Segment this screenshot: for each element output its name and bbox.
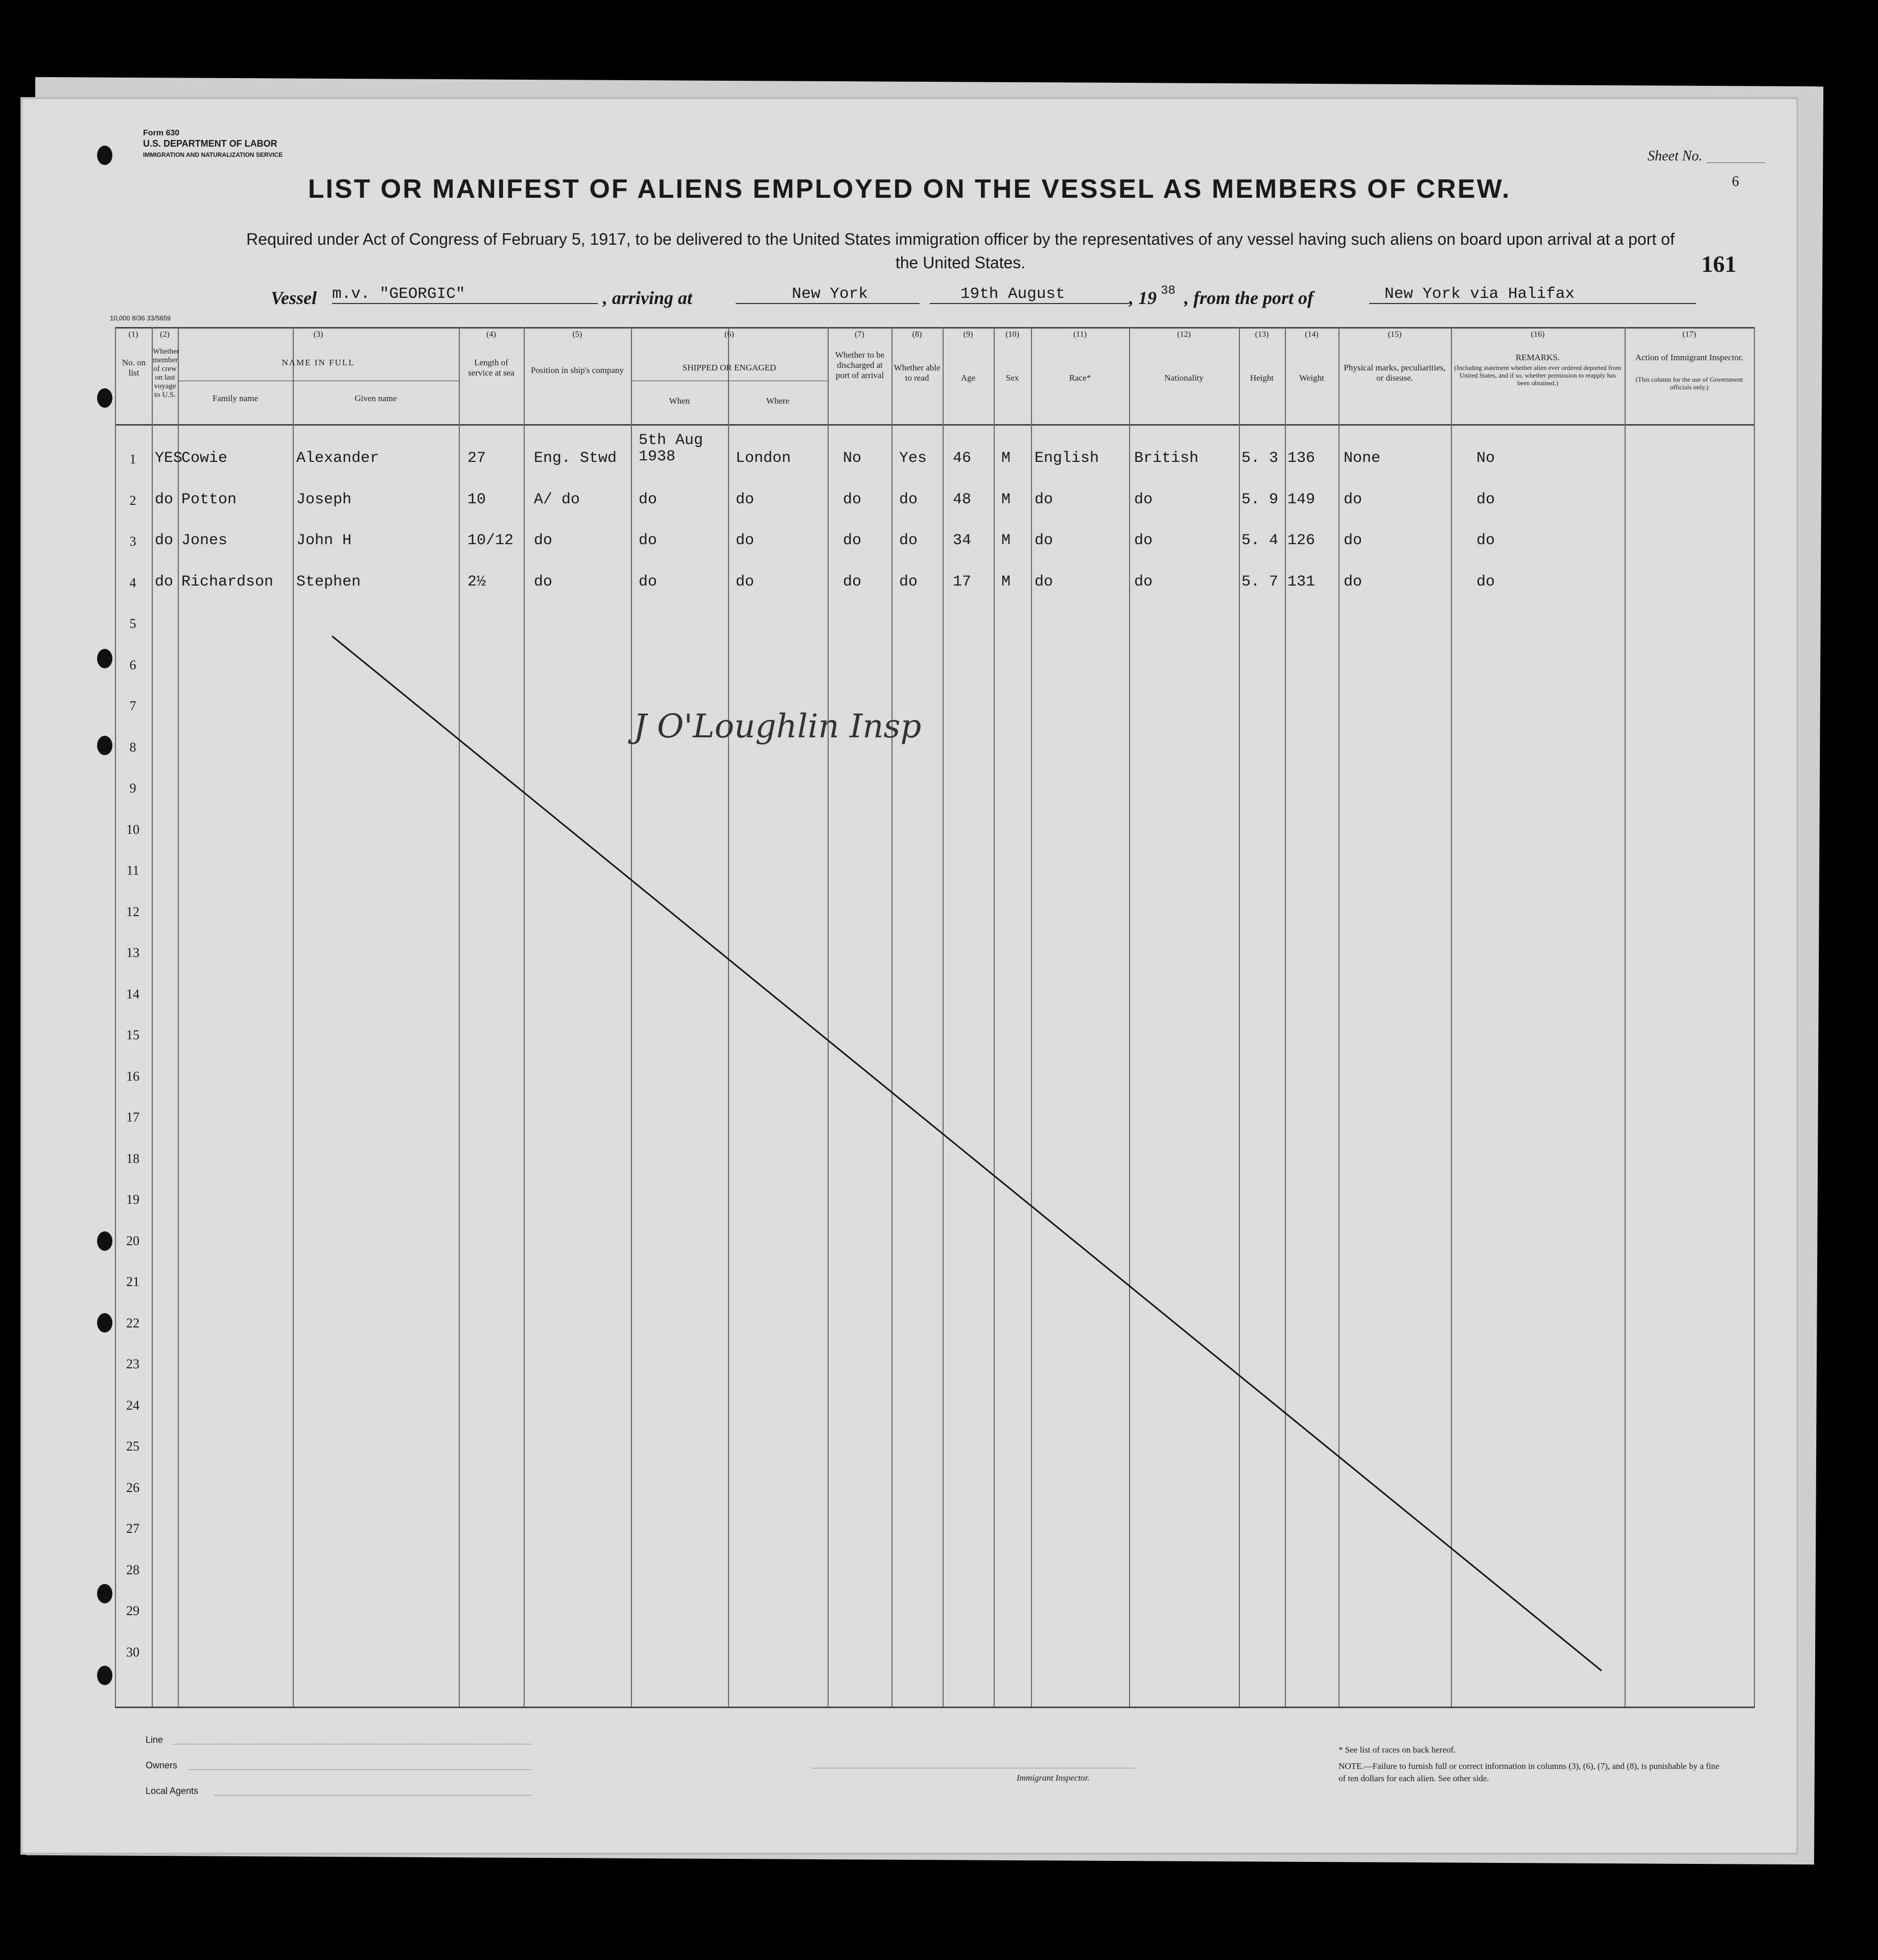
- col-num-1: (1): [128, 330, 138, 339]
- cell-service: 27: [467, 450, 486, 467]
- row-number: 2: [129, 493, 136, 508]
- row-number: 30: [126, 1644, 139, 1660]
- line-label: Line: [146, 1735, 163, 1745]
- cell-weight: 126: [1287, 532, 1316, 549]
- col-num-11: (11): [1073, 330, 1087, 339]
- cell-position: do: [534, 532, 553, 549]
- penalty-note: NOTE.—Failure to furnish full or correct information in columns (3), (6), (7), and (8), is punishable by a fine of ten dollars for each alien. See other side.: [1339, 1761, 1720, 1783]
- header-length-of-service: Length of service at sea: [468, 358, 514, 378]
- cell-when: do: [639, 573, 658, 591]
- cell-race: English: [1035, 450, 1099, 467]
- row-number: 24: [126, 1397, 139, 1413]
- year-value: 38: [1161, 284, 1176, 298]
- col-num-5: (5): [572, 330, 582, 339]
- row-number: 26: [126, 1480, 139, 1495]
- header-race: Race*: [1069, 373, 1091, 383]
- header-physical-marks: Physical marks, peculiarities, or disease.: [1344, 363, 1446, 383]
- header-crew-last-voyage: Whether member of crew on last voyage to U.S.: [153, 347, 179, 399]
- department-name: U.S. DEPARTMENT OF LABOR: [143, 138, 277, 149]
- row-number: 13: [126, 945, 139, 960]
- cell-when: 5th Aug 1938: [639, 432, 703, 465]
- cell-nationality: do: [1134, 491, 1153, 508]
- strike-through-line: [20, 97, 1798, 1855]
- cell-service: 10: [467, 491, 486, 508]
- cell-weight: 136: [1287, 450, 1316, 467]
- cell-sex: M: [1001, 491, 1011, 508]
- col-num-6: (6): [724, 330, 734, 339]
- col-num-3: (3): [313, 330, 323, 339]
- row-number: 14: [126, 986, 139, 1001]
- header-discharged: Whether to be discharged at port of arrival: [835, 350, 885, 380]
- row-number: 27: [126, 1521, 139, 1536]
- cell-crew: do: [155, 573, 174, 591]
- from-port-value: New York via Halifax: [1369, 285, 1696, 304]
- row-number: 3: [129, 534, 136, 549]
- cell-where: do: [736, 573, 755, 591]
- row-number: 4: [129, 575, 136, 590]
- cell-height: 5. 3: [1241, 450, 1279, 467]
- row-number: 22: [126, 1315, 139, 1331]
- cell-given: Stephen: [296, 573, 361, 591]
- cell-weight: 149: [1287, 491, 1316, 508]
- cell-age: 46: [953, 450, 972, 467]
- manifest-page: [20, 97, 1798, 1855]
- row-number: 18: [126, 1151, 139, 1166]
- cell-given: Joseph: [296, 491, 352, 508]
- row-number: 11: [126, 863, 139, 878]
- row-number: 7: [129, 698, 136, 713]
- header-inspector-note: (This column for the use of Government officials only.): [1635, 376, 1743, 391]
- col-num-12: (12): [1177, 330, 1191, 339]
- col-num-2: (2): [160, 330, 170, 339]
- row-number: 5: [129, 616, 136, 631]
- header-weight: Weight: [1299, 373, 1324, 383]
- cell-service: 10/12: [467, 532, 514, 549]
- cell-nationality: do: [1134, 532, 1153, 549]
- cell-race: do: [1035, 532, 1053, 549]
- cell-remarks: do: [1476, 491, 1495, 508]
- header-given-name: Given name: [355, 393, 397, 403]
- cell-weight: 131: [1287, 573, 1316, 591]
- row-number: 9: [129, 781, 136, 796]
- cell-when: do: [639, 532, 658, 549]
- cell-position: do: [534, 573, 553, 591]
- cell-given: Alexander: [296, 450, 380, 467]
- arrival-date: 19th August: [930, 285, 1129, 304]
- header-nationality: Nationality: [1164, 373, 1204, 383]
- col-num-14: (14): [1305, 330, 1319, 339]
- inspector-signature: J O'Loughlin Insp: [633, 708, 922, 745]
- from-port-label: , from the port of: [1184, 288, 1314, 308]
- sheet-number-value: 6: [1732, 174, 1739, 190]
- cell-family: Cowie: [181, 450, 228, 467]
- header-family-name: Family name: [212, 393, 259, 403]
- cell-position: A/ do: [534, 491, 580, 508]
- vessel-value: m.v. "GEORGIC": [332, 285, 598, 304]
- cell-position: Eng. Stwd: [534, 450, 617, 467]
- cell-sex: M: [1001, 450, 1011, 467]
- manifest-title: LIST OR MANIFEST OF ALIENS EMPLOYED ON THE VESSEL AS MEMBERS OF CREW.: [308, 174, 1511, 204]
- col-num-15: (15): [1388, 330, 1402, 339]
- cell-remarks: do: [1476, 532, 1495, 549]
- service-name: IMMIGRATION AND NATURALIZATION SERVICE: [143, 151, 283, 158]
- manifest-subtitle: Required under Act of Congress of February 5, 1917, to be delivered to the United States immigration officer by the representatives of any vessel having such aliens on board upon arrival at a port of the United States.: [246, 230, 1675, 272]
- cell-height: 5. 4: [1241, 532, 1279, 549]
- cell-discharged: do: [843, 532, 862, 549]
- cell-marks: do: [1344, 532, 1363, 549]
- row-number: 21: [126, 1274, 139, 1289]
- cell-service: 2½: [467, 573, 486, 591]
- cell-crew: do: [155, 491, 174, 508]
- header-height: Height: [1250, 373, 1274, 383]
- row-number: 17: [126, 1110, 139, 1125]
- col-num-4: (4): [486, 330, 496, 339]
- cell-given: John H: [296, 532, 352, 549]
- row-number: 8: [129, 739, 136, 755]
- cell-remarks: No: [1476, 450, 1495, 467]
- row-number: 12: [126, 904, 139, 919]
- owners-label: Owners: [146, 1760, 178, 1770]
- owners-field: [189, 1769, 531, 1770]
- cell-marks: None: [1344, 450, 1381, 467]
- header-sex: Sex: [1005, 373, 1019, 383]
- cell-marks: do: [1344, 491, 1363, 508]
- row-number: 16: [126, 1068, 139, 1084]
- cell-discharged: No: [843, 450, 862, 467]
- cell-when: do: [639, 491, 658, 508]
- cell-where: London: [736, 450, 791, 467]
- cell-family: Jones: [181, 532, 228, 549]
- cell-age: 48: [953, 491, 972, 508]
- cell-nationality: do: [1134, 573, 1153, 591]
- cell-family: Potton: [181, 491, 237, 508]
- cell-height: 5. 7: [1241, 573, 1279, 591]
- row-number: 20: [126, 1233, 139, 1248]
- header-when: When: [669, 396, 690, 406]
- cell-where: do: [736, 491, 755, 508]
- row-number: 1: [129, 452, 136, 466]
- cell-where: do: [736, 532, 755, 549]
- header-shipped-or-engaged: SHIPPED OR ENGAGED: [682, 363, 777, 372]
- header-no-on-list: No. on list: [122, 358, 146, 378]
- race-note: * See list of races on back hereof.: [1339, 1745, 1456, 1755]
- cell-read: do: [899, 573, 918, 591]
- col-num-10: (10): [1005, 330, 1019, 339]
- cell-race: do: [1035, 573, 1053, 591]
- row-number: 23: [126, 1357, 139, 1371]
- row-number: 25: [126, 1439, 139, 1454]
- col-num-7: (7): [855, 330, 864, 339]
- arriving-value: New York: [736, 285, 920, 304]
- header-remarks-note: (Including statement whether alien ever ordered deported from United States, and if so, whether permission to reapply has been obtained.): [1454, 364, 1622, 387]
- header-position: Position in ship's company: [530, 365, 624, 375]
- cell-remarks: do: [1476, 573, 1495, 591]
- print-code: 10,000 8/36 33/5659: [110, 314, 171, 322]
- form-number: Form 630: [143, 129, 180, 137]
- vessel-label: Vessel: [271, 288, 317, 308]
- cell-read: do: [899, 491, 918, 508]
- cell-discharged: do: [843, 491, 862, 508]
- stamp-number: 161: [1701, 251, 1736, 277]
- local-agents-label: Local Agents: [146, 1786, 199, 1796]
- header-where: Where: [766, 396, 790, 406]
- cell-height: 5. 9: [1241, 491, 1279, 508]
- cell-age: 17: [953, 573, 972, 591]
- cell-sex: M: [1001, 573, 1011, 591]
- col-num-13: (13): [1255, 330, 1269, 339]
- col-num-17: (17): [1682, 330, 1696, 339]
- col-num-9: (9): [963, 330, 973, 339]
- row-number: 28: [126, 1562, 139, 1577]
- cell-crew: YES: [155, 450, 183, 467]
- cell-discharged: do: [843, 573, 862, 591]
- header-age: Age: [960, 373, 976, 383]
- cell-nationality: British: [1134, 450, 1199, 467]
- row-number: 15: [126, 1028, 139, 1042]
- cell-marks: do: [1344, 573, 1363, 591]
- year-prefix: , 19: [1129, 288, 1157, 308]
- cell-age: 34: [953, 532, 972, 549]
- cell-read: do: [899, 532, 918, 549]
- cell-sex: M: [1001, 532, 1011, 549]
- immigrant-inspector-label: Immigrant Inspector.: [1017, 1773, 1090, 1783]
- arriving-label: , arriving at: [603, 288, 693, 308]
- row-number: 10: [126, 822, 139, 837]
- row-number: 6: [129, 657, 136, 672]
- header-able-to-read: Whether able to read: [894, 363, 941, 383]
- cell-read: Yes: [899, 450, 927, 467]
- header-name-in-full: NAME IN FULL: [281, 358, 355, 367]
- cell-race: do: [1035, 491, 1053, 508]
- header-remarks: REMARKS.: [1515, 353, 1560, 362]
- col-num-8: (8): [912, 330, 922, 339]
- header-inspector-action: Action of Immigrant Inspector.: [1635, 353, 1744, 362]
- cell-crew: do: [155, 532, 174, 549]
- cell-family: Richardson: [181, 573, 274, 591]
- col-num-16: (16): [1531, 330, 1545, 339]
- sheet-number-label: Sheet No.: [1648, 148, 1703, 164]
- row-number: 29: [126, 1603, 139, 1618]
- row-number: 19: [126, 1192, 139, 1207]
